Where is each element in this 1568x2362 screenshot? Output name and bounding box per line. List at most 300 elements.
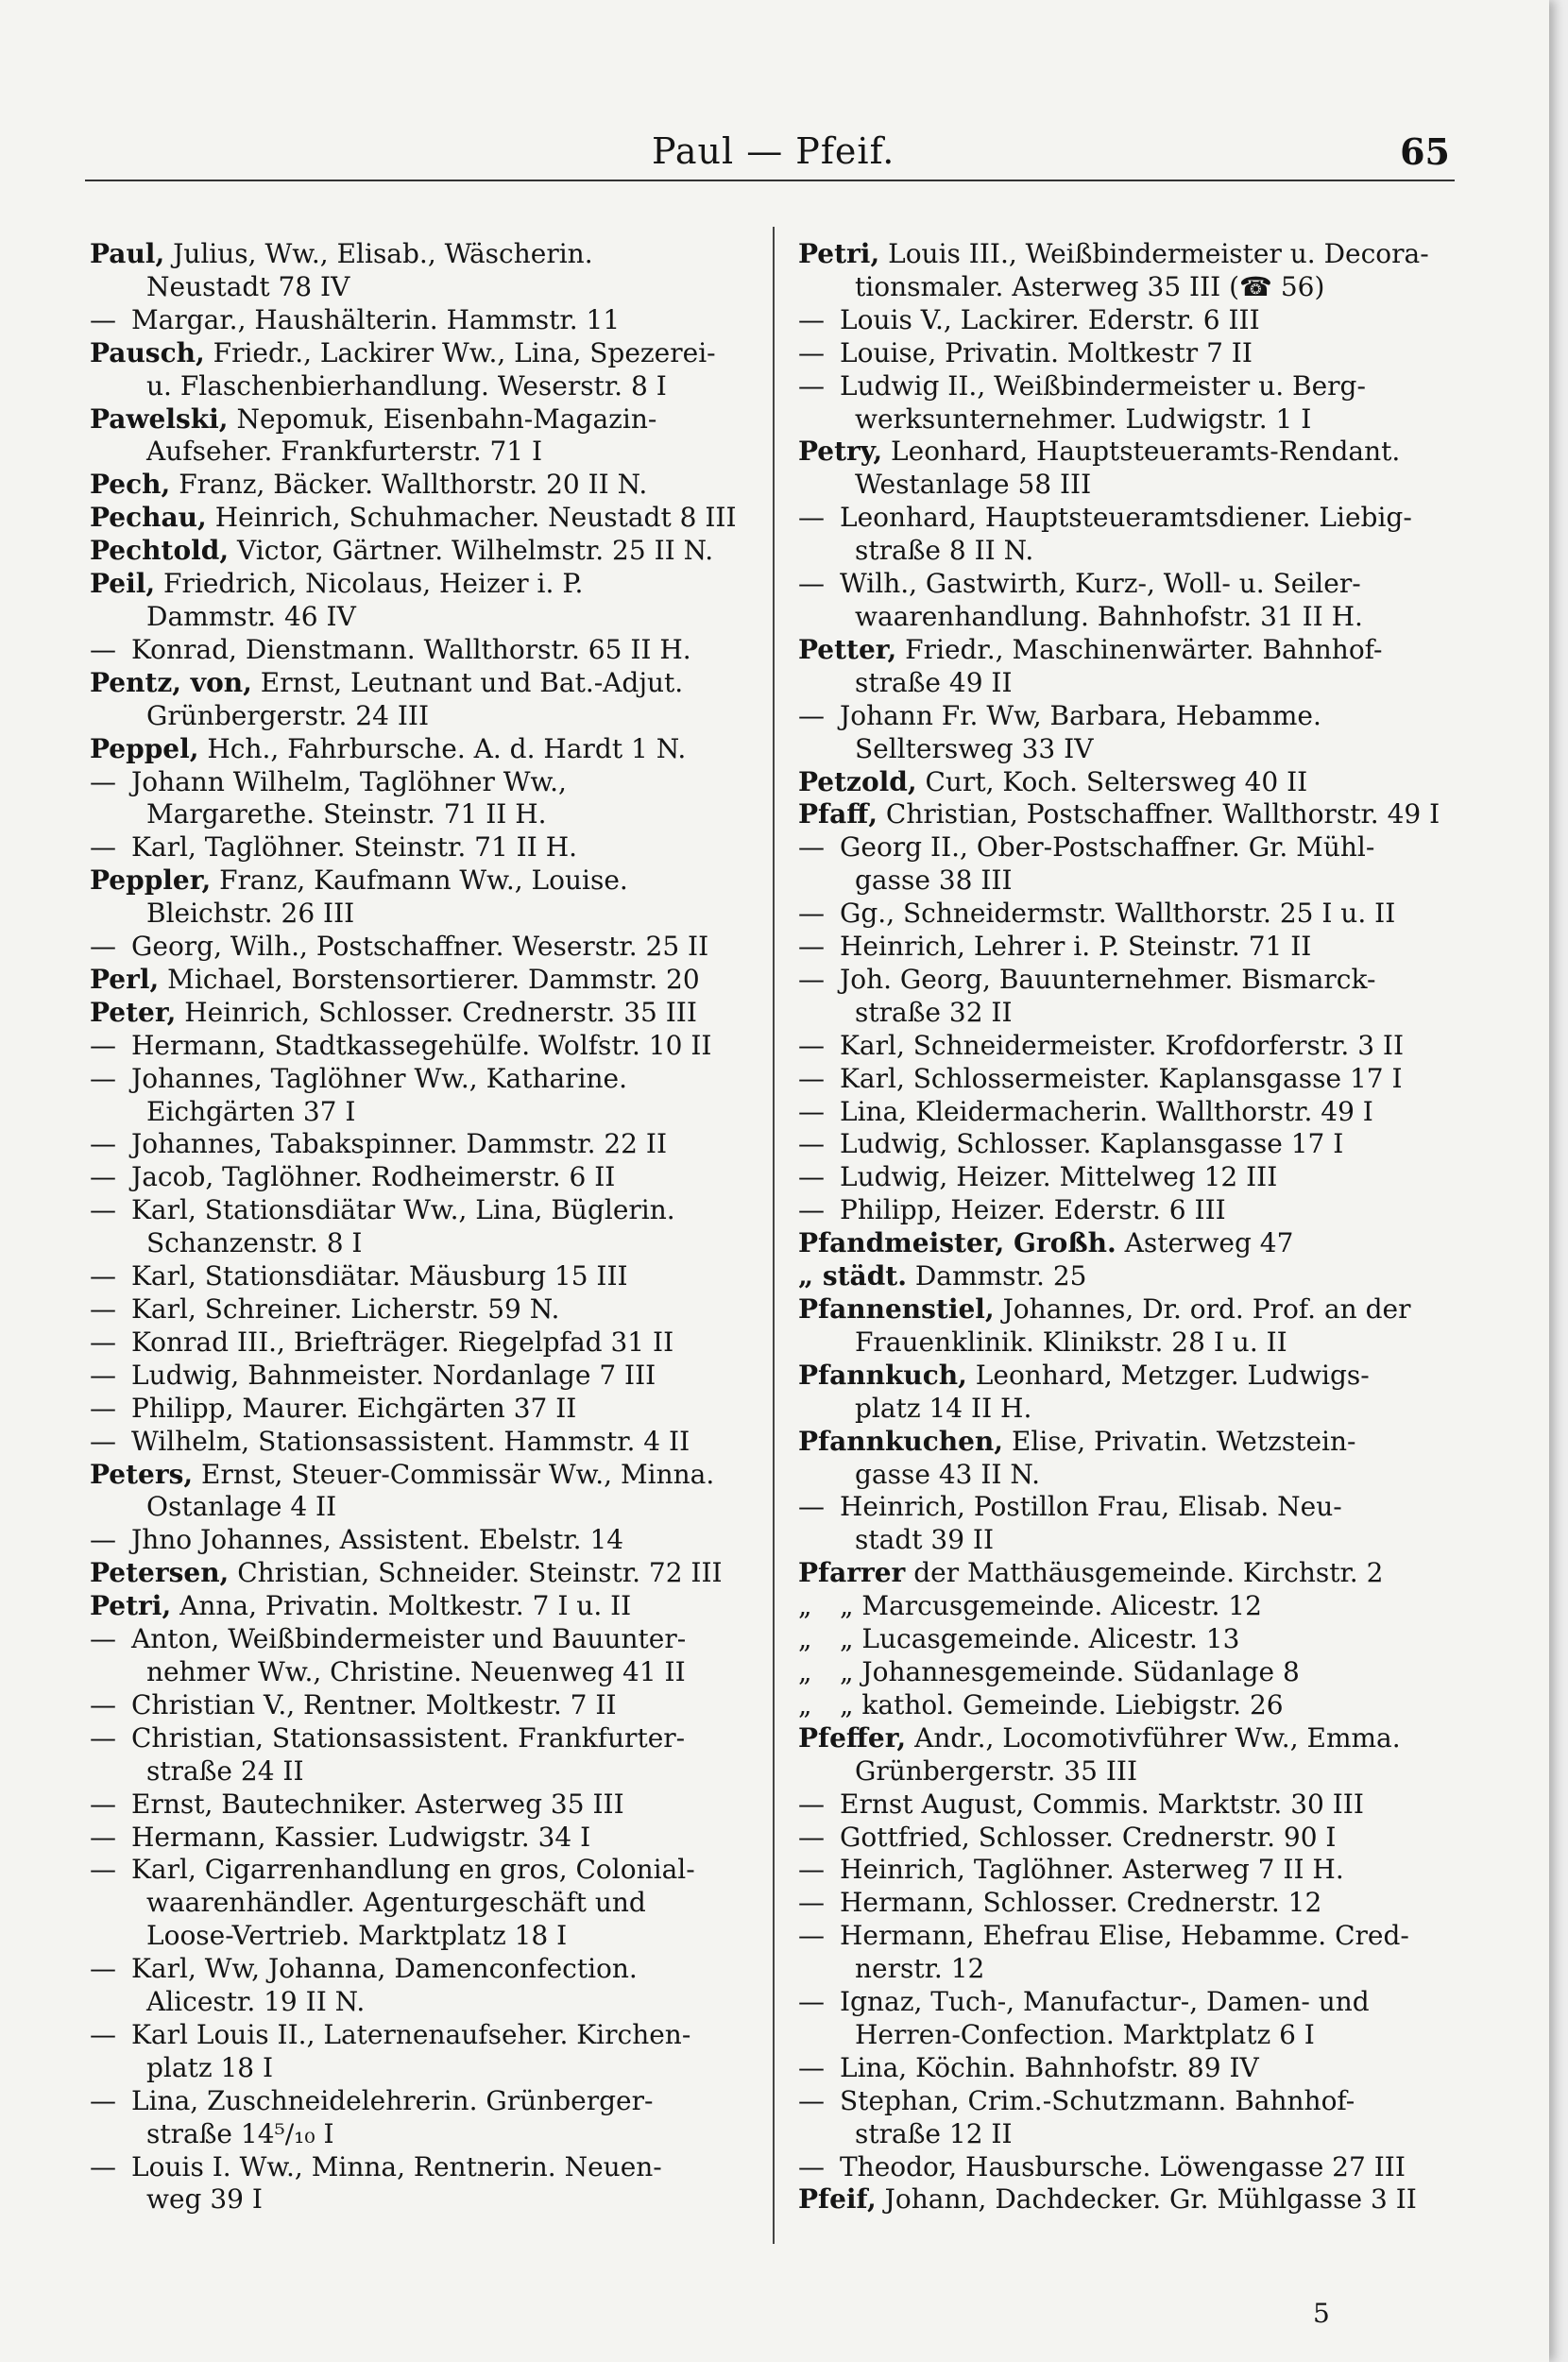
directory-entry (798, 1096, 1459, 1129)
entry-line (798, 436, 1459, 469)
entry-line (90, 1854, 751, 1887)
directory-entry (798, 1491, 1459, 1557)
entry-line (90, 1293, 751, 1326)
entry-text: Johann Fr. Ww, Barbara, Hebamme. (840, 699, 1321, 731)
directory-entry (798, 1360, 1459, 1426)
column-divider (773, 227, 775, 2244)
entry-surname: Pfeffer, (798, 1721, 907, 1754)
entry-line (798, 535, 1459, 568)
entry-text: Alicestr. 19 II N. (146, 1986, 366, 2018)
entry-surname: Pfannkuch, (798, 1359, 967, 1391)
entry-text: Heinrich, Postillon Frau, Elisab. Neu- (840, 1491, 1342, 1523)
entry-line (798, 798, 1459, 831)
entry-line (90, 535, 751, 568)
entry-text: „ Marcusgemeinde. Alicestr. 12 (840, 1590, 1262, 1622)
entry-line (90, 1953, 751, 1986)
entry-line (798, 1722, 1459, 1755)
entry-text: Louis I. Ww., Minna, Rentnerin. Neuen- (131, 2150, 662, 2182)
entry-line (90, 2019, 751, 2052)
ditto-mark: — (90, 1425, 116, 1457)
entry-line (90, 798, 751, 831)
entry-text: straße 32 II (855, 996, 1013, 1028)
ditto-mark: — (90, 1161, 116, 1193)
directory-entry (798, 1920, 1459, 1986)
ditto-mark: — (798, 963, 825, 995)
entry-line (798, 2052, 1459, 2085)
entry-text: Schanzenstr. 8 I (146, 1227, 363, 1259)
left-column (90, 238, 751, 2217)
directory-entry (90, 1689, 751, 1722)
directory-entry (798, 1789, 1459, 1822)
entry-line (90, 1227, 751, 1260)
entry-surname: Pentz, von, (90, 666, 252, 698)
entry-text: stadt 39 II (855, 1524, 995, 1556)
entry-text: gasse 38 III (855, 864, 1013, 897)
ditto-mark: — (90, 1854, 116, 1886)
entry-line (90, 634, 751, 667)
entry-text: Lina, Kleidermacherin. Wallthorstr. 49 I (840, 1095, 1373, 1127)
entry-text: Ludwig, Schlosser. Kaplansgasse 17 I (840, 1128, 1344, 1160)
page-number: 65 (1400, 130, 1450, 173)
entry-text: Aufseher. Frankfurterstr. 71 I (146, 436, 543, 468)
entry-line (798, 1360, 1459, 1393)
ditto-mark: — (798, 2051, 825, 2083)
directory-entry (90, 1623, 751, 1689)
entry-line (90, 931, 751, 964)
ditto-mark: — (798, 2084, 825, 2116)
page-header (85, 123, 1455, 181)
entry-line (798, 864, 1459, 898)
entry-line (90, 1426, 751, 1459)
directory-entry (90, 1128, 751, 1161)
directory-entry (90, 1590, 751, 1623)
entry-line (798, 304, 1459, 337)
entry-line (798, 898, 1459, 931)
entry-text: Christian, Stationsassistent. Frankfurter- (131, 1721, 686, 1754)
entry-text: Frauenklinik. Klinikstr. 28 I u. II (855, 1326, 1287, 1358)
ditto-mark: — (798, 1854, 825, 1886)
ditto-mark: — (798, 2150, 825, 2182)
entry-text: Jacob, Taglöhner. Rodheimerstr. 6 II (131, 1161, 616, 1193)
entry-text: nerstr. 12 (855, 1953, 985, 1985)
ditto-mark: — (90, 2150, 116, 2182)
entry-text: Heinrich, Lehrer i. P. Steinstr. 71 II (840, 931, 1312, 963)
directory-entry (798, 502, 1459, 568)
signature-mark: 5 (1313, 2298, 1330, 2329)
ditto-mark: „ (798, 1623, 812, 1655)
entry-line (90, 2151, 751, 2184)
directory-entry (90, 1030, 751, 1063)
entry-line (90, 2183, 751, 2217)
directory-entry (90, 535, 751, 568)
entry-text: Hermann, Ehefrau Elise, Hebamme. Cred- (840, 1920, 1409, 1952)
entry-line (798, 1293, 1459, 1326)
directory-entry (798, 1161, 1459, 1194)
ditto-mark: — (798, 831, 825, 864)
entry-surname: Pech, (90, 469, 171, 501)
directory-entry (798, 436, 1459, 502)
directory-entry (798, 964, 1459, 1030)
entry-line (798, 2151, 1459, 2184)
entry-text: Friedr., Maschinenwärter. Bahnhof- (905, 633, 1383, 665)
directory-entry (798, 898, 1459, 931)
entry-text: Selltersweg 33 IV (855, 732, 1094, 764)
entry-line (798, 1030, 1459, 1063)
entry-line (798, 634, 1459, 667)
entry-text: Lina, Köchin. Bahnhofstr. 89 IV (840, 2051, 1259, 2083)
ditto-mark: — (90, 1788, 116, 1820)
entry-line (798, 831, 1459, 864)
entry-line (90, 766, 751, 799)
entry-text: Johann, Dachdecker. Gr. Mühlgasse 3 II (884, 2183, 1417, 2216)
ditto-mark: — (90, 1392, 116, 1424)
directory-entry (798, 1227, 1459, 1260)
entry-surname: Peter, (90, 996, 177, 1028)
entry-text: u. Flaschenbierhandlung. Weserstr. 8 I (146, 369, 667, 402)
entry-text: Leonhard, Hauptsteueramtsdiener. Liebig- (840, 502, 1412, 534)
entry-text: Lina, Zuschneidelehrerin. Grünberger- (131, 2084, 654, 2116)
entry-text: straße 12 II (855, 2117, 1013, 2149)
entry-text: Leonhard, Metzger. Ludwigs- (975, 1359, 1370, 1391)
entry-text: Heinrich, Taglöhner. Asterweg 7 II H. (840, 1854, 1344, 1886)
entry-surname: Petri, (90, 1590, 172, 1622)
directory-entry (798, 1689, 1459, 1722)
entry-line (90, 1194, 751, 1227)
entry-text: straße 8 II N. (855, 535, 1034, 567)
ditto-mark: — (90, 1260, 116, 1292)
entry-line (798, 1755, 1459, 1789)
entry-line (798, 2118, 1459, 2151)
ditto-mark: — (798, 1029, 825, 1061)
directory-entry (90, 1326, 751, 1360)
ditto-mark: — (90, 303, 116, 335)
ditto-mark: — (90, 1821, 116, 1853)
entry-text: Johann Wilhelm, Taglöhner Ww., (131, 765, 567, 797)
entry-text: Georg II., Ober-Postschaffner. Gr. Mühl- (840, 831, 1375, 864)
ditto-mark: — (90, 2018, 116, 2050)
directory-entry (798, 2052, 1459, 2085)
entry-line (798, 1161, 1459, 1194)
entry-surname: Petter, (798, 633, 897, 665)
ditto-mark: — (798, 931, 825, 963)
directory-entry (90, 238, 751, 304)
directory-entry (90, 1293, 751, 1326)
entry-line (798, 601, 1459, 634)
entry-line (798, 997, 1459, 1030)
entry-line (798, 1557, 1459, 1590)
entry-text: Karl, Stationsdiätar. Mäusburg 15 III (131, 1260, 628, 1292)
entry-line (798, 1789, 1459, 1822)
entry-text: Hermann, Schlosser. Crednerstr. 12 (840, 1887, 1322, 1919)
entry-text: der Matthäusgemeinde. Kirchstr. 2 (913, 1557, 1384, 1589)
ditto-mark: — (90, 1029, 116, 1061)
directory-entry (798, 304, 1459, 337)
entry-text: Friedrich, Nicolaus, Heizer i. P. (163, 568, 584, 600)
ditto-mark: — (798, 1920, 825, 1952)
entry-line (90, 1260, 751, 1293)
entry-line (90, 2085, 751, 2118)
entry-text: Margarethe. Steinstr. 71 II H. (146, 798, 547, 830)
entry-line (798, 1227, 1459, 1260)
entry-line (798, 700, 1459, 733)
entry-surname: Peppler, (90, 864, 212, 897)
directory-entry (798, 1293, 1459, 1360)
ditto-mark: „ (798, 1655, 812, 1687)
entry-text: Elise, Privatin. Wetzstein- (1011, 1425, 1356, 1457)
directory-entry (90, 304, 751, 337)
entry-line (90, 1689, 751, 1722)
ditto-mark: — (798, 502, 825, 534)
entry-line (798, 1260, 1459, 1293)
entry-text: Bleichstr. 26 III (146, 898, 355, 930)
entry-line (798, 1426, 1459, 1459)
entry-text: Ludwig II., Weißbindermeister u. Berg- (840, 369, 1366, 402)
entry-line (90, 502, 751, 535)
ditto-mark: — (90, 765, 116, 797)
directory-entry (90, 634, 751, 667)
directory-entry (798, 798, 1459, 831)
directory-entry (90, 502, 751, 535)
entry-line (90, 304, 751, 337)
directory-entry (798, 370, 1459, 436)
entry-text: Hermann, Stadtkassegehülfe. Wolfstr. 10 II (131, 1029, 712, 1061)
ditto-mark: — (90, 1062, 116, 1094)
entry-text: Ludwig, Bahnmeister. Nordanlage 7 III (131, 1359, 656, 1391)
entry-text: Christian, Schneider. Steinstr. 72 III (237, 1557, 723, 1589)
entry-line (798, 931, 1459, 964)
ditto-mark: — (90, 2084, 116, 2116)
entry-text: Wilhelm, Stationsassistent. Hammstr. 4 II (131, 1425, 690, 1457)
ditto-mark: — (798, 336, 825, 368)
page-title: Paul — Pfeif. (652, 130, 895, 172)
entry-line (798, 403, 1459, 436)
entry-line (90, 667, 751, 700)
entry-text: tionsmaler. Asterweg 35 III (☎ 56) (855, 270, 1325, 302)
entry-line (90, 1557, 751, 1590)
entry-line (798, 1194, 1459, 1227)
directory-entry (798, 2085, 1459, 2151)
ditto-mark: — (90, 1524, 116, 1556)
entry-surname: Pechau, (90, 502, 207, 534)
entry-text: Loose-Vertrieb. Marktplatz 18 I (146, 1920, 568, 1952)
ditto-mark: — (798, 1491, 825, 1523)
entry-text: Ostanlage 4 II (146, 1491, 337, 1523)
directory-entry (90, 1854, 751, 1953)
entry-text: Karl, Schneidermeister. Krofdorferstr. 3 II (840, 1029, 1405, 1061)
directory-entry (90, 997, 751, 1030)
entry-line (90, 436, 751, 469)
ditto-mark: — (90, 1721, 116, 1754)
directory-entry (90, 1459, 751, 1525)
entry-line (798, 1854, 1459, 1887)
entry-line (798, 1063, 1459, 1096)
entry-text: Friedr., Lackirer Ww., Lina, Spezerei- (213, 336, 716, 368)
entry-surname: Pfeif, (798, 2183, 877, 2216)
entry-surname: Petersen, (90, 1557, 230, 1589)
entry-text: platz 18 I (146, 2051, 274, 2083)
entry-surname: Petry, (798, 436, 883, 468)
ditto-mark: — (798, 369, 825, 402)
entry-text: Dammstr. 46 IV (146, 600, 356, 632)
entry-line (90, 1656, 751, 1689)
directory-entry (90, 733, 751, 766)
directory-entry (798, 2183, 1459, 2217)
entry-text: Karl, Schlossermeister. Kaplansgasse 17 I (840, 1062, 1403, 1094)
ditto-mark: — (90, 931, 116, 963)
directory-entry (90, 1063, 751, 1129)
entry-surname: Paul, (90, 238, 165, 269)
directory-entry (798, 1557, 1459, 1590)
entry-line (90, 271, 751, 304)
entry-text: Johannes, Tabakspinner. Dammstr. 22 II (131, 1128, 668, 1160)
entry-surname: „ städt. (798, 1260, 907, 1292)
entry-line (798, 1096, 1459, 1129)
entry-text: Franz, Kaufmann Ww., Louise. (219, 864, 628, 897)
entry-line (798, 1986, 1459, 2019)
entry-text: „ Johannesgemeinde. Südanlage 8 (840, 1655, 1300, 1687)
entry-text: Christian V., Rentner. Moltkestr. 7 II (131, 1688, 617, 1720)
entry-text: Ignaz, Tuch-, Manufactur-, Damen- und (840, 1986, 1370, 2018)
entry-line (90, 1326, 751, 1360)
entry-line (798, 667, 1459, 700)
entry-text: Hermann, Kassier. Ludwigstr. 34 I (131, 1821, 591, 1853)
entry-text: Heinrich, Schuhmacher. Neustadt 8 III (214, 502, 737, 534)
entry-text: Wilh., Gastwirth, Kurz-, Woll- u. Seiler- (840, 568, 1361, 600)
entry-text: Gottfried, Schlosser. Crednerstr. 90 I (840, 1821, 1337, 1853)
entry-text: Grünbergerstr. 24 III (146, 699, 430, 731)
entry-text: Victor, Gärtner. Wilhelmstr. 25 II N. (237, 535, 714, 567)
entry-line (90, 469, 751, 502)
entry-text: Stephan, Crim.-Schutzmann. Bahnhof- (840, 2084, 1355, 2116)
entry-text: Karl, Cigarrenhandlung en gros, Colonial- (131, 1854, 695, 1886)
entry-line (798, 1822, 1459, 1855)
entry-text: gasse 43 II N. (855, 1458, 1040, 1490)
entry-text: Margar., Haushälterin. Hammstr. 11 (131, 303, 621, 335)
entry-text: straße 14⁵/₁₀ I (146, 2117, 334, 2149)
entry-line (90, 1524, 751, 1557)
ditto-mark: — (798, 303, 825, 335)
entry-surname: Pawelski, (90, 402, 229, 435)
entry-line (90, 1063, 751, 1096)
entry-surname: Pfannenstiel, (798, 1293, 995, 1325)
ditto-mark: — (90, 1293, 116, 1325)
directory-entry (90, 1822, 751, 1855)
directory-entry (798, 1656, 1459, 1689)
entry-text: Julius, Ww., Elisab., Wäscherin. (173, 238, 593, 269)
ditto-mark: — (798, 1887, 825, 1919)
entry-surname: Pfandmeister, Großh. (798, 1227, 1116, 1259)
directory-entry (798, 1426, 1459, 1492)
entry-line (798, 502, 1459, 535)
directory-entry (90, 1426, 751, 1459)
directory-entry (798, 1590, 1459, 1623)
ditto-mark: „ (798, 1590, 812, 1622)
entry-text: Konrad, Dienstmann. Wallthorstr. 65 II H. (131, 633, 691, 665)
entry-line (798, 1326, 1459, 1360)
directory-entry (798, 1128, 1459, 1161)
entry-text: Johannes, Taglöhner Ww., Katharine. (131, 1062, 628, 1094)
directory-entry (90, 1161, 751, 1194)
entry-surname: Pfannkuchen, (798, 1425, 1004, 1457)
ditto-mark: — (798, 1062, 825, 1094)
directory-entry (798, 2151, 1459, 2184)
entry-line (90, 1986, 751, 2019)
entry-text: Eichgärten 37 I (146, 1095, 356, 1127)
ditto-mark: — (90, 1128, 116, 1160)
entry-text: Jhno Johannes, Assistent. Ebelstr. 14 (131, 1524, 624, 1556)
entry-text: nehmer Ww., Christine. Neuenweg 41 II (146, 1655, 686, 1687)
entry-text: „ Lucasgemeinde. Alicestr. 13 (840, 1623, 1240, 1655)
directory-entry (90, 1557, 751, 1590)
directory-entry (798, 337, 1459, 370)
entry-surname: Petzold, (798, 765, 917, 797)
directory-entry (798, 238, 1459, 304)
entry-text: Curt, Koch. Seltersweg 40 II (925, 765, 1308, 797)
directory-entry (90, 1393, 751, 1426)
entry-line (90, 1920, 751, 1953)
entry-line (90, 1887, 751, 1920)
entry-line (798, 964, 1459, 997)
entry-line (90, 1360, 751, 1393)
directory-entry (798, 931, 1459, 964)
entry-line (90, 1822, 751, 1855)
entry-line (798, 1656, 1459, 1689)
directory-entry (90, 831, 751, 864)
entry-line (90, 1491, 751, 1524)
entry-text: Asterweg 47 (1124, 1227, 1294, 1259)
directory-entry (90, 337, 751, 403)
directory-entry (90, 667, 751, 733)
entry-text: Philipp, Maurer. Eichgärten 37 II (131, 1392, 577, 1424)
right-column (798, 238, 1459, 2217)
entry-text: Ernst, Bautechniker. Asterweg 35 III (131, 1788, 624, 1820)
ditto-mark: — (798, 898, 825, 930)
entry-text: Anton, Weißbindermeister und Bauunter- (131, 1623, 687, 1655)
entry-line (90, 370, 751, 403)
entry-text: Louis III., Weißbindermeister u. Decora- (888, 238, 1429, 269)
entry-line (90, 403, 751, 436)
entry-text: Nepomuk, Eisenbahn-Magazin- (236, 402, 657, 435)
ditto-mark: — (90, 633, 116, 665)
entry-line (798, 1491, 1459, 1524)
entry-line (798, 1953, 1459, 1986)
entry-line (798, 2019, 1459, 2052)
entry-line (798, 238, 1459, 271)
entry-text: Ludwig, Heizer. Mittelweg 12 III (840, 1161, 1278, 1193)
directory-entry (90, 864, 751, 931)
entry-line (90, 831, 751, 864)
entry-line (90, 568, 751, 601)
directory-entry (90, 2019, 751, 2085)
entry-line (90, 1128, 751, 1161)
entry-surname: Pfaff, (798, 798, 878, 830)
entry-line (798, 1393, 1459, 1426)
entry-text: Louise, Privatin. Moltkestr 7 II (840, 336, 1253, 368)
entry-surname: Pausch, (90, 336, 205, 368)
directory-entry (798, 1822, 1459, 1855)
entry-text: Andr., Locomotivführer Ww., Emma. (914, 1721, 1401, 1754)
entry-line (798, 568, 1459, 601)
directory-entry (798, 1854, 1459, 1887)
directory-entry (90, 2085, 751, 2151)
directory-entry (90, 469, 751, 502)
directory-entry (90, 2151, 751, 2217)
entry-text: Gg., Schneidermstr. Wallthorstr. 25 I u. II (840, 898, 1396, 930)
directory-entry (90, 1360, 751, 1393)
entry-surname: Peppel, (90, 732, 199, 764)
directory-entry (90, 766, 751, 832)
ditto-mark: — (798, 1161, 825, 1193)
